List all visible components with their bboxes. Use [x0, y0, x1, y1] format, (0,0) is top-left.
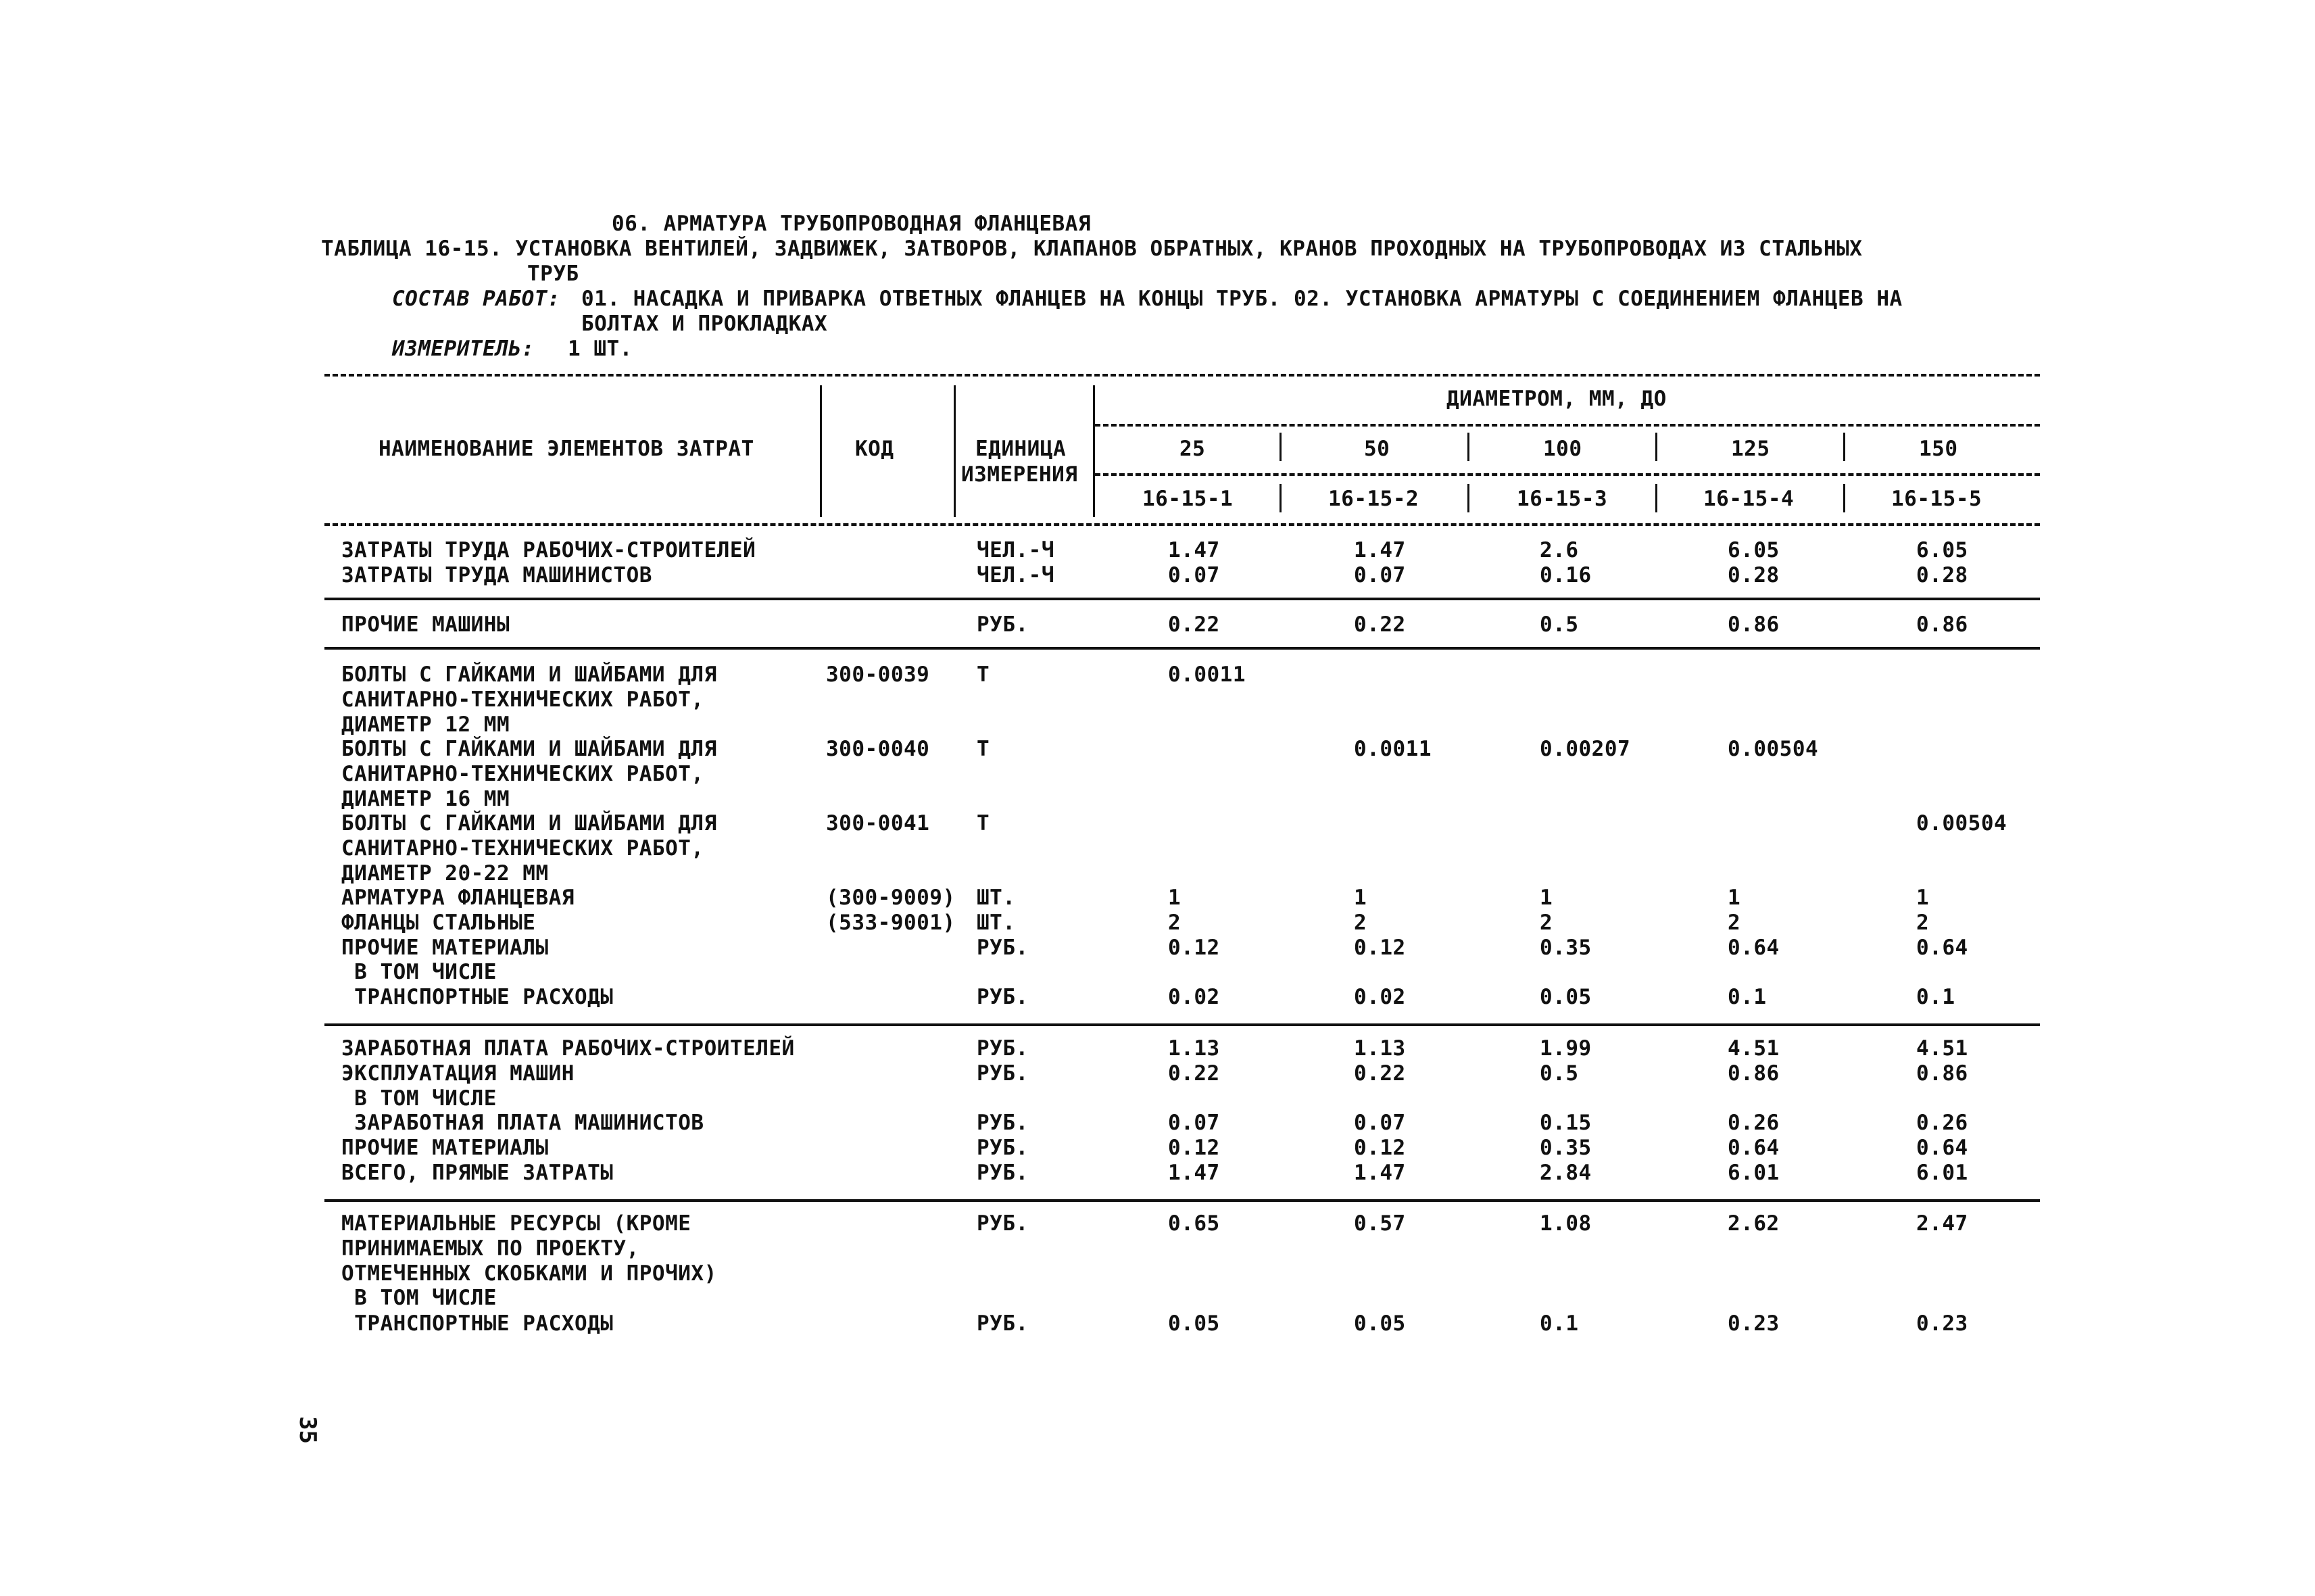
size-header: 150 — [1919, 437, 1958, 461]
row-value: 0.07 — [1354, 1111, 1406, 1135]
row-value: 0.35 — [1540, 936, 1592, 960]
row-name: В ТОМ ЧИСЛЕ — [341, 960, 497, 984]
row-value: 0.26 — [1728, 1111, 1780, 1135]
row-value: 1 — [1916, 886, 1930, 910]
header-divider — [1843, 433, 1845, 461]
row-name: ВСЕГО, ПРЯМЫЕ ЗАТРАТЫ — [341, 1161, 614, 1185]
header-divider — [1655, 484, 1657, 512]
row-value: 1 — [1168, 886, 1181, 910]
row-name: ЗАРАБОТНАЯ ПЛАТА РАБОЧИХ-СТРОИТЕЛЕЙ — [341, 1036, 795, 1061]
row-name: БОЛТЫ С ГАЙКАМИ И ШАЙБАМИ ДЛЯ — [341, 662, 717, 687]
row-value: 0.02 — [1168, 985, 1220, 1009]
row-name: ДИАМЕТР 12 ММ — [341, 712, 510, 737]
row-unit: РУБ. — [977, 1311, 1029, 1336]
header-bottom-rule — [324, 523, 2040, 526]
header-divider — [954, 385, 956, 517]
row-value: 0.12 — [1354, 936, 1406, 960]
row-unit: РУБ. — [977, 612, 1029, 637]
row-unit: Т — [977, 811, 990, 836]
row-name: МАТЕРИАЛЬНЫЕ РЕСУРСЫ (КРОМЕ — [341, 1211, 691, 1236]
row-name: ЗАТРАТЫ ТРУДА РАБОЧИХ-СТРОИТЕЛЕЙ — [341, 538, 756, 562]
row-value: 2.84 — [1540, 1161, 1592, 1185]
row-name: БОЛТЫ С ГАЙКАМИ И ШАЙБАМИ ДЛЯ — [341, 737, 717, 761]
code-header: 16-15-3 — [1517, 487, 1608, 511]
measure-label: ИЗМЕРИТЕЛЬ: — [392, 337, 535, 361]
row-name: ЭКСПЛУАТАЦИЯ МАШИН — [341, 1061, 575, 1086]
row-name: ПРИНИМАЕМЫХ ПО ПРОЕКТУ, — [341, 1236, 639, 1261]
row-unit: РУБ. — [977, 1136, 1029, 1160]
row-value: 1.47 — [1168, 538, 1220, 562]
header-divider — [1280, 433, 1282, 461]
row-value: 0.86 — [1728, 1061, 1780, 1086]
row-value: 0.64 — [1916, 936, 1968, 960]
row-value: 0.28 — [1728, 563, 1780, 587]
header-code: КОД — [855, 437, 894, 461]
row-value: 0.00207 — [1540, 737, 1631, 761]
header-divider — [820, 385, 822, 517]
row-value: 0.1 — [1540, 1311, 1579, 1336]
row-name: ПРОЧИЕ МАШИНЫ — [341, 612, 510, 637]
row-unit: РУБ. — [977, 936, 1029, 960]
row-name: ФЛАНЦЫ СТАЛЬНЫЕ — [341, 911, 536, 935]
header-divider — [1843, 484, 1845, 512]
row-code: 300-0040 — [826, 737, 930, 761]
diameter-rule — [1095, 424, 2040, 427]
row-unit: РУБ. — [977, 1161, 1029, 1185]
row-name: САНИТАРНО-ТЕХНИЧЕСКИХ РАБОТ, — [341, 836, 704, 861]
row-value: 0.1 — [1728, 985, 1767, 1009]
row-value: 0.12 — [1168, 1136, 1220, 1160]
row-name: ТРАНСПОРТНЫЕ РАСХОДЫ — [341, 1311, 614, 1336]
row-value: 1 — [1540, 886, 1553, 910]
row-name: ТРАНСПОРТНЫЕ РАСХОДЫ — [341, 985, 614, 1009]
code-header: 16-15-5 — [1891, 487, 1982, 511]
row-value: 0.22 — [1168, 612, 1220, 637]
row-value: 6.01 — [1728, 1161, 1780, 1185]
row-value: 1.47 — [1354, 538, 1406, 562]
row-code: 300-0041 — [826, 811, 930, 836]
header-divider — [1467, 433, 1469, 461]
work-composition-label: СОСТАВ РАБОТ: — [392, 287, 561, 311]
row-value: 1.08 — [1540, 1211, 1592, 1236]
size-rule — [1095, 473, 2040, 476]
group-rule — [324, 1199, 2040, 1202]
row-name: ПРОЧИЕ МАТЕРИАЛЫ — [341, 1136, 549, 1160]
row-value: 0.22 — [1354, 1061, 1406, 1086]
row-value: 0.07 — [1354, 563, 1406, 587]
row-value: 0.1 — [1916, 985, 1955, 1009]
header-divider — [1467, 484, 1469, 512]
row-value: 1.47 — [1354, 1161, 1406, 1185]
row-value: 0.23 — [1916, 1311, 1968, 1336]
row-value: 2 — [1916, 911, 1930, 935]
work-composition-text-cont: БОЛТАХ И ПРОКЛАДКАХ — [581, 312, 828, 336]
row-value: 0.05 — [1354, 1311, 1406, 1336]
row-code: (300-9009) — [826, 886, 956, 910]
row-unit: РУБ. — [977, 1211, 1029, 1236]
row-value: 0.05 — [1168, 1311, 1220, 1336]
group-rule — [324, 647, 2040, 650]
row-value: 1 — [1728, 886, 1741, 910]
size-header: 125 — [1731, 437, 1770, 461]
row-value: 0.5 — [1540, 1061, 1579, 1086]
code-header: 16-15-1 — [1142, 487, 1234, 511]
row-value: 2 — [1728, 911, 1741, 935]
row-value: 0.35 — [1540, 1136, 1592, 1160]
header-divider — [1093, 385, 1095, 517]
row-value: 4.51 — [1728, 1036, 1780, 1061]
row-name: ЗАРАБОТНАЯ ПЛАТА МАШИНИСТОВ — [341, 1111, 704, 1135]
row-value: 1 — [1354, 886, 1367, 910]
row-value: 1.47 — [1168, 1161, 1220, 1185]
header-name: НАИМЕНОВАНИЕ ЭЛЕМЕНТОВ ЗАТРАТ — [379, 437, 754, 461]
header-unit: ЕДИНИЦА — [975, 437, 1067, 461]
row-unit: Т — [977, 662, 990, 687]
row-value: 2.62 — [1728, 1211, 1780, 1236]
row-value: 1.13 — [1354, 1036, 1406, 1061]
group-rule — [324, 1023, 2040, 1026]
header-unit-cont: ИЗМЕРЕНИЯ — [961, 462, 1078, 487]
row-value: 0.86 — [1728, 612, 1780, 637]
code-header: 16-15-4 — [1703, 487, 1795, 511]
row-name: БОЛТЫ С ГАЙКАМИ И ШАЙБАМИ ДЛЯ — [341, 811, 717, 836]
row-value: 6.01 — [1916, 1161, 1968, 1185]
table-title: ТАБЛИЦА 16-15. УСТАНОВКА ВЕНТИЛЕЙ, ЗАДВИЖЕК, ЗАТВОРОВ, КЛАПАНОВ ОБРАТНЫХ, КРАНОВ ПРОХОДНЫХ НА ТРУБОПРОВОДАХ ИЗ СТАЛЬНЫХ — [321, 237, 1863, 261]
row-value: 0.22 — [1168, 1061, 1220, 1086]
row-code: 300-0039 — [826, 662, 930, 687]
row-value: 0.57 — [1354, 1211, 1406, 1236]
row-value: 0.23 — [1728, 1311, 1780, 1336]
row-name: САНИТАРНО-ТЕХНИЧЕСКИХ РАБОТ, — [341, 687, 704, 712]
row-value: 1.13 — [1168, 1036, 1220, 1061]
row-unit: РУБ. — [977, 1111, 1029, 1135]
row-unit: Т — [977, 737, 990, 761]
row-name: ДИАМЕТР 20-22 ММ — [341, 861, 549, 886]
row-value: 0.07 — [1168, 1111, 1220, 1135]
row-value: 0.22 — [1354, 612, 1406, 637]
row-name: САНИТАРНО-ТЕХНИЧЕСКИХ РАБОТ, — [341, 762, 704, 786]
row-name: В ТОМ ЧИСЛЕ — [341, 1086, 497, 1111]
row-name: ПРОЧИЕ МАТЕРИАЛЫ — [341, 936, 549, 960]
row-unit: РУБ. — [977, 1036, 1029, 1061]
row-value: 2 — [1168, 911, 1181, 935]
row-unit: ЧЕЛ.-Ч — [977, 538, 1054, 562]
row-value: 0.64 — [1728, 1136, 1780, 1160]
row-value: 0.16 — [1540, 563, 1592, 587]
group-rule — [324, 598, 2040, 600]
row-value: 0.86 — [1916, 612, 1968, 637]
row-value: 0.5 — [1540, 612, 1579, 637]
section-heading: 06. АРМАТУРА ТРУБОПРОВОДНАЯ ФЛАНЦЕВАЯ — [612, 212, 1092, 236]
row-value: 0.12 — [1168, 936, 1220, 960]
header-top-rule — [324, 374, 2040, 377]
measure-value: 1 ШТ. — [568, 337, 633, 361]
row-name: ЗАТРАТЫ ТРУДА МАШИНИСТОВ — [341, 563, 652, 587]
row-value: 0.65 — [1168, 1211, 1220, 1236]
row-value: 0.28 — [1916, 563, 1968, 587]
row-value: 6.05 — [1916, 538, 1968, 562]
row-unit: РУБ. — [977, 1061, 1029, 1086]
row-value: 2.47 — [1916, 1211, 1968, 1236]
row-value: 0.02 — [1354, 985, 1406, 1009]
row-unit: ШТ. — [977, 886, 1016, 910]
row-value: 0.15 — [1540, 1111, 1592, 1135]
row-value: 4.51 — [1916, 1036, 1968, 1061]
row-name: АРМАТУРА ФЛАНЦЕВАЯ — [341, 886, 575, 910]
row-value: 0.00504 — [1728, 737, 1819, 761]
row-value: 0.64 — [1916, 1136, 1968, 1160]
work-composition-text: 01. НАСАДКА И ПРИВАРКА ОТВЕТНЫХ ФЛАНЦЕВ НА КОНЦЫ ТРУБ. 02. УСТАНОВКА АРМАТУРЫ С СОЕДИНЕНИЕМ ФЛАНЦЕВ НА — [581, 287, 1903, 311]
row-value: 2 — [1354, 911, 1367, 935]
row-unit: ШТ. — [977, 911, 1016, 935]
row-name: ДИАМЕТР 16 ММ — [341, 787, 510, 811]
row-value: 0.07 — [1168, 563, 1220, 587]
size-header: 25 — [1179, 437, 1206, 461]
header-diameter: ДИАМЕТРОМ, ММ, ДО — [1446, 387, 1667, 411]
row-name: В ТОМ ЧИСЛЕ — [341, 1286, 497, 1310]
size-header: 50 — [1364, 437, 1390, 461]
row-unit: ЧЕЛ.-Ч — [977, 563, 1054, 587]
row-value: 0.12 — [1354, 1136, 1406, 1160]
header-divider — [1655, 433, 1657, 461]
row-value: 0.0011 — [1168, 662, 1246, 687]
row-unit: РУБ. — [977, 985, 1029, 1009]
row-value: 0.0011 — [1354, 737, 1432, 761]
code-header: 16-15-2 — [1328, 487, 1419, 511]
row-value: 6.05 — [1728, 538, 1780, 562]
row-value: 0.00504 — [1916, 811, 2007, 836]
row-value: 2.6 — [1540, 538, 1579, 562]
row-value: 1.99 — [1540, 1036, 1592, 1061]
row-value: 0.26 — [1916, 1111, 1968, 1135]
row-value: 0.05 — [1540, 985, 1592, 1009]
row-name: ОТМЕЧЕННЫХ СКОБКАМИ И ПРОЧИХ) — [341, 1261, 717, 1286]
row-value: 0.86 — [1916, 1061, 1968, 1086]
row-value: 0.64 — [1728, 936, 1780, 960]
table-title-continuation: ТРУБ — [527, 262, 579, 286]
size-header: 100 — [1543, 437, 1582, 461]
header-divider — [1280, 484, 1282, 512]
row-code: (533-9001) — [826, 911, 956, 935]
page-number: 35 — [294, 1416, 321, 1444]
row-value: 2 — [1540, 911, 1553, 935]
